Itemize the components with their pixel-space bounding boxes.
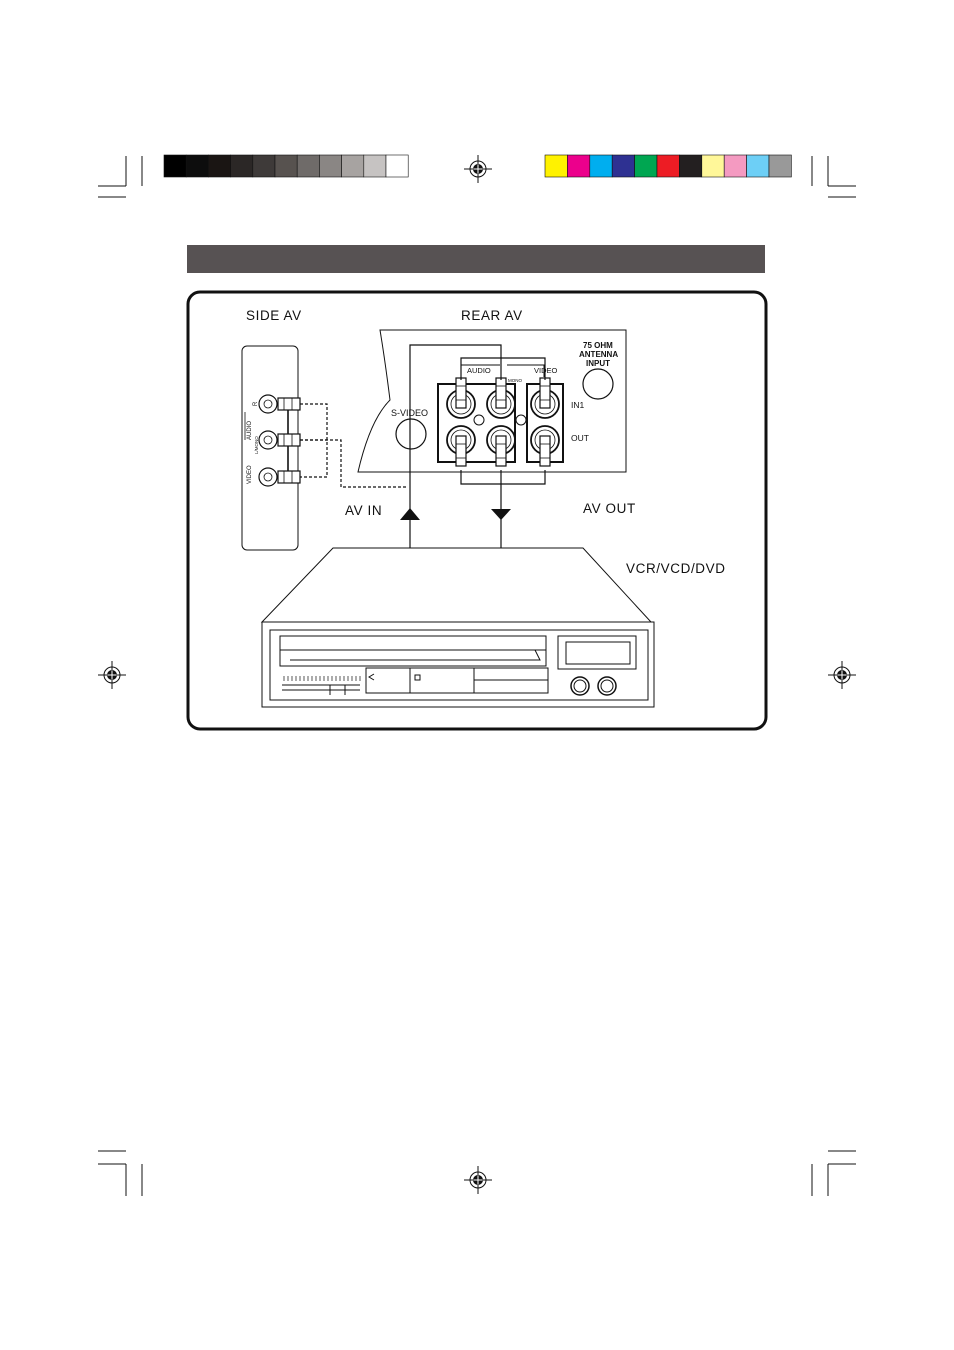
gray-swatch	[275, 155, 297, 177]
side-video-label: VIDEO	[247, 465, 253, 484]
s-video-label: S-VIDEO	[391, 408, 429, 418]
gray-swatch	[253, 155, 275, 177]
color-swatch	[612, 155, 634, 177]
s-video-jack	[396, 419, 426, 449]
side-r-label: R	[253, 401, 259, 406]
registration-mark-icon	[464, 1166, 492, 1194]
registration-mark-icon	[828, 661, 856, 689]
color-swatch	[590, 155, 612, 177]
section-header-bar	[187, 245, 765, 273]
audio-label: AUDIO	[467, 366, 491, 375]
side-av-title: SIDE AV	[246, 308, 302, 323]
registration-mark-icon	[464, 155, 492, 183]
color-swatch	[679, 155, 701, 177]
rca-jack-icon	[259, 468, 300, 486]
gray-swatch	[297, 155, 319, 177]
gray-swatch	[208, 155, 230, 177]
crop-mark-icon	[98, 156, 142, 197]
gray-swatch	[364, 155, 386, 177]
antenna-label-2: ANTENNA	[579, 350, 619, 359]
side-jack-group	[259, 395, 300, 486]
registration-mark-icon	[98, 661, 126, 689]
side-av-panel	[242, 346, 408, 550]
antenna-input-jack	[583, 369, 613, 399]
color-swatch	[702, 155, 724, 177]
rca-jack-icon	[259, 431, 300, 449]
vcr-device-illustration	[262, 548, 654, 707]
av-in-label: AV IN	[345, 503, 383, 518]
rca-jack-icon	[531, 426, 559, 466]
grayscale-calibration-bar	[164, 155, 408, 177]
color-swatch	[724, 155, 746, 177]
side-audio-label: AUDIO	[247, 420, 253, 440]
color-swatch	[635, 155, 657, 177]
crop-mark-icon	[812, 1151, 856, 1196]
in1-label: IN1	[571, 400, 585, 410]
rca-jack-icon	[487, 426, 515, 466]
crop-mark-icon	[812, 156, 856, 197]
crop-mark-icon	[98, 1151, 142, 1196]
video-label: VIDEO	[534, 366, 558, 375]
color-calibration-bar	[545, 155, 791, 177]
gray-swatch	[342, 155, 364, 177]
color-swatch	[657, 155, 679, 177]
color-swatch	[545, 155, 567, 177]
antenna-label-1: 75 OHM	[583, 341, 613, 350]
antenna-label-3: INPUT	[586, 359, 610, 368]
gray-swatch	[164, 155, 186, 177]
color-swatch	[769, 155, 791, 177]
vcr-tick-marks	[284, 676, 360, 681]
rca-jack-icon	[259, 395, 300, 413]
gray-swatch	[186, 155, 208, 177]
rear-jack-group	[447, 378, 559, 466]
device-label: VCR/VCD/DVD	[626, 561, 726, 576]
av-out-label: AV OUT	[583, 501, 636, 516]
rear-wires	[410, 345, 545, 548]
side-lmono-label: L/MONO	[254, 436, 259, 454]
gray-swatch	[231, 155, 253, 177]
rear-av-title: REAR AV	[461, 308, 523, 323]
gray-swatch	[319, 155, 341, 177]
arrow-down-icon	[491, 509, 511, 520]
rca-jack-icon	[447, 426, 475, 466]
arrow-up-icon	[400, 508, 420, 520]
gray-swatch	[386, 155, 408, 177]
color-swatch	[567, 155, 589, 177]
color-swatch	[747, 155, 769, 177]
mono-label: MONO	[508, 378, 522, 383]
out-label: OUT	[571, 433, 589, 443]
